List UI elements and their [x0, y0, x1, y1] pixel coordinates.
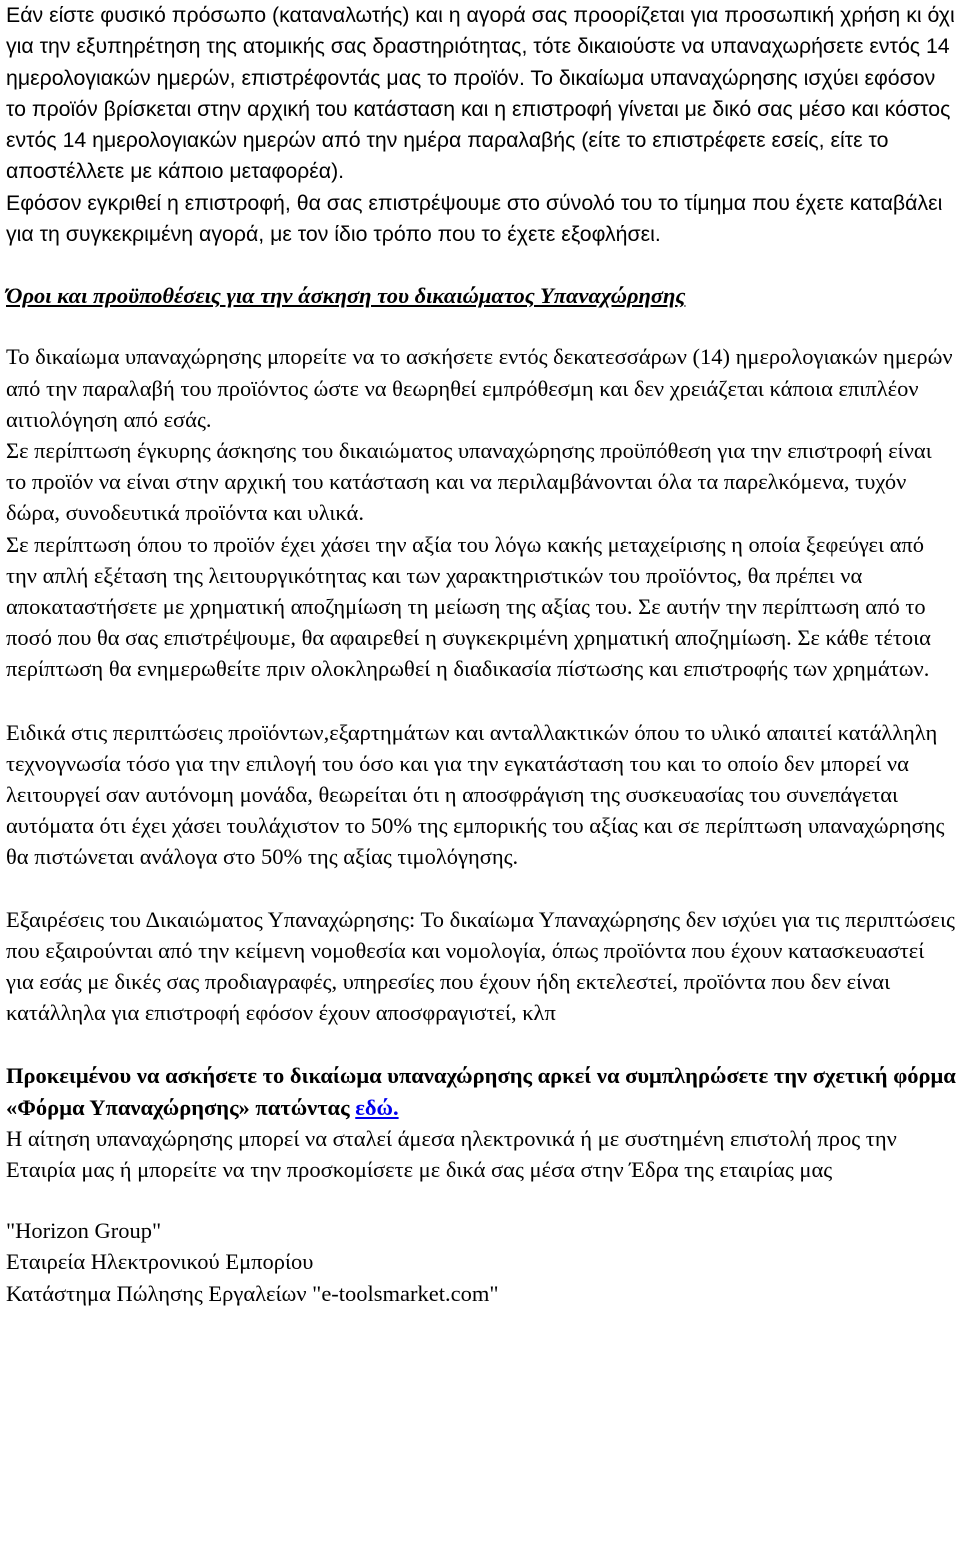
store-name: Κατάστημα Πώλησης Εργαλείων "e-toolsmarket.com" — [6, 1280, 499, 1306]
section-heading: Όροι και προϋποθέσεις για την άσκηση του δικαιώματος Υπαναχώρησης — [6, 283, 686, 309]
special-cases-paragraph: Ειδικά στις περιπτώσεις προϊόντων,εξαρτημάτων και ανταλλακτικών όπου το υλικό απαιτεί κατάλληλη τεχνογνωσία τόσο για την επιλογή του όσο και για την εγκατάσταση του και το οποίο δεν μπορεί να λειτουργεί σαν αυτόνομη μονάδα, θεωρείται ότι η αποσφράγιση της συσκευασίας του συνεπάγεται αυτόματα ότι έχει χάσει τουλάχιστον το 50% της εμπορικής του αξίας και σε περίπτωση υπαναχώρησης θα πιστώνεται ανάλογα στο 50% της αξίας τιμολόγησης. — [6, 719, 945, 870]
terms-section — [6, 341, 956, 684]
intro-paragraph-1: Εάν είστε φυσικό πρόσωπο (καταναλωτής) και η αγορά σας προορίζεται για προσωπική χρήση κι όχι για την εξυπηρέτηση της ατομικής σας δραστηριότητας, τότε δικαιούστε να υπαναχωρήσετε εντός 14 ημερολογιακών ημερών, επιστρέφοντάς μας το προϊόν. Το δικαίωμα υπαναχώρησης ισχύει εφόσον το προϊόν βρίσκεται στην αρχική του κατάσταση και η επιστροφή γίνεται με δικό σας μέσο και κόστος εντός 14 ημερολογιακών ημερών από την ημέρα παραλαβής (είτε το επιστρέφετε εσείς, είτε το αποστέλλετε με κάποιο μεταφορέα). — [6, 3, 955, 184]
intro-section — [6, 0, 956, 250]
form-instruction — [6, 1060, 956, 1122]
withdrawal-form-link[interactable]: εδώ. — [355, 1094, 399, 1120]
company-info — [6, 1215, 956, 1309]
company-name: "Horizon Group" — [6, 1218, 162, 1244]
company-type: Εταιρεία Ηλεκτρονικού Εμπορίου — [6, 1249, 314, 1275]
terms-paragraph-3: Σε περίπτωση όπου το προϊόν έχει χάσει την αξία του λόγω κακής μεταχείρισης η οποία ξεφεύγει από την απλή εξέταση της λειτουργικότητας και των χαρακτηριστικών του προϊόντος, θα πρέπει να αποκαταστήσετε με χρηματική αποζημίωση τη μείωση της αξίας του. Σε αυτήν την περίπτωση από το ποσό που θα σας επιστρέψουμε, θα αφαιρεθεί η συγκεκριμένη χρηματική αποζημίωση. Σε κάθε τέτοια περίπτωση θα ενημερωθείτε πριν ολοκληρωθεί η διαδικασία πίστωσης και επιστροφής των χρημάτων. — [6, 531, 931, 682]
exceptions-paragraph: Εξαιρέσεις του Δικαιώματος Υπαναχώρησης: Το δικαίωμα Υπαναχώρησης δεν ισχύει για τις περιπτώσεις που εξαιρούνται από την κείμενη νομοθεσία και νομολογία, όπως προϊόντα που έχουν κατασκευαστεί για εσάς με δικές σας προδιαγραφές, υπηρεσίες που έχουν ήδη εκτελεστεί, προϊόντα που δεν είναι κατάλληλα για επιστροφή εφόσον έχουν αποσφραγιστεί, κλπ — [6, 906, 955, 1026]
terms-paragraph-2: Σε περίπτωση έγκυρης άσκησης του δικαιώματος υπαναχώρησης προϋπόθεση για την επιστροφή είναι το προϊόν να είναι στην αρχική του κατάσταση και να περιλαμβάνονται όλα τα παρελκόμενα, τυχόν δώρα, συνοδευτικά προϊόντα και υλικά. — [6, 437, 932, 526]
intro-paragraph-2: Εφόσον εγκριθεί η επιστροφή, θα σας επιστρέψουμε στο σύνολό του το τίμημα που έχετε καταβάλει για τη συγκεκριμένη αγορά, με τον ίδιο τρόπο που το έχετε εξοφλήσει. — [6, 190, 943, 247]
form-instruction-text: Προκειμένου να ασκήσετε το δικαίωμα υπαναχώρησης αρκεί να συμπληρώσετε την σχετική φόρμα «Φόρμα Υπαναχώρησης» πατώντας — [6, 1063, 956, 1120]
request-paragraph: Η αίτηση υπαναχώρησης μπορεί να σταλεί άμεσα ηλεκτρονικά ή με συστημένη επιστολή προς την Εταιρία μας ή μπορείτε να την προσκομίσετε με δικά σας μέσα στην Έδρα της εταιρίας μας — [6, 1125, 897, 1183]
form-section — [6, 1060, 956, 1185]
terms-paragraph-1: Το δικαίωμα υπαναχώρησης μπορείτε να το ασκήσετε εντός δεκατεσσάρων (14) ημερολογιακών ημερών από την παραλαβή του προϊόντος ώστε να θεωρηθεί εμπρόθεσμη και δεν χρειάζεται κάποια επιπλέον αιτιολόγηση από εσάς. — [6, 344, 953, 432]
